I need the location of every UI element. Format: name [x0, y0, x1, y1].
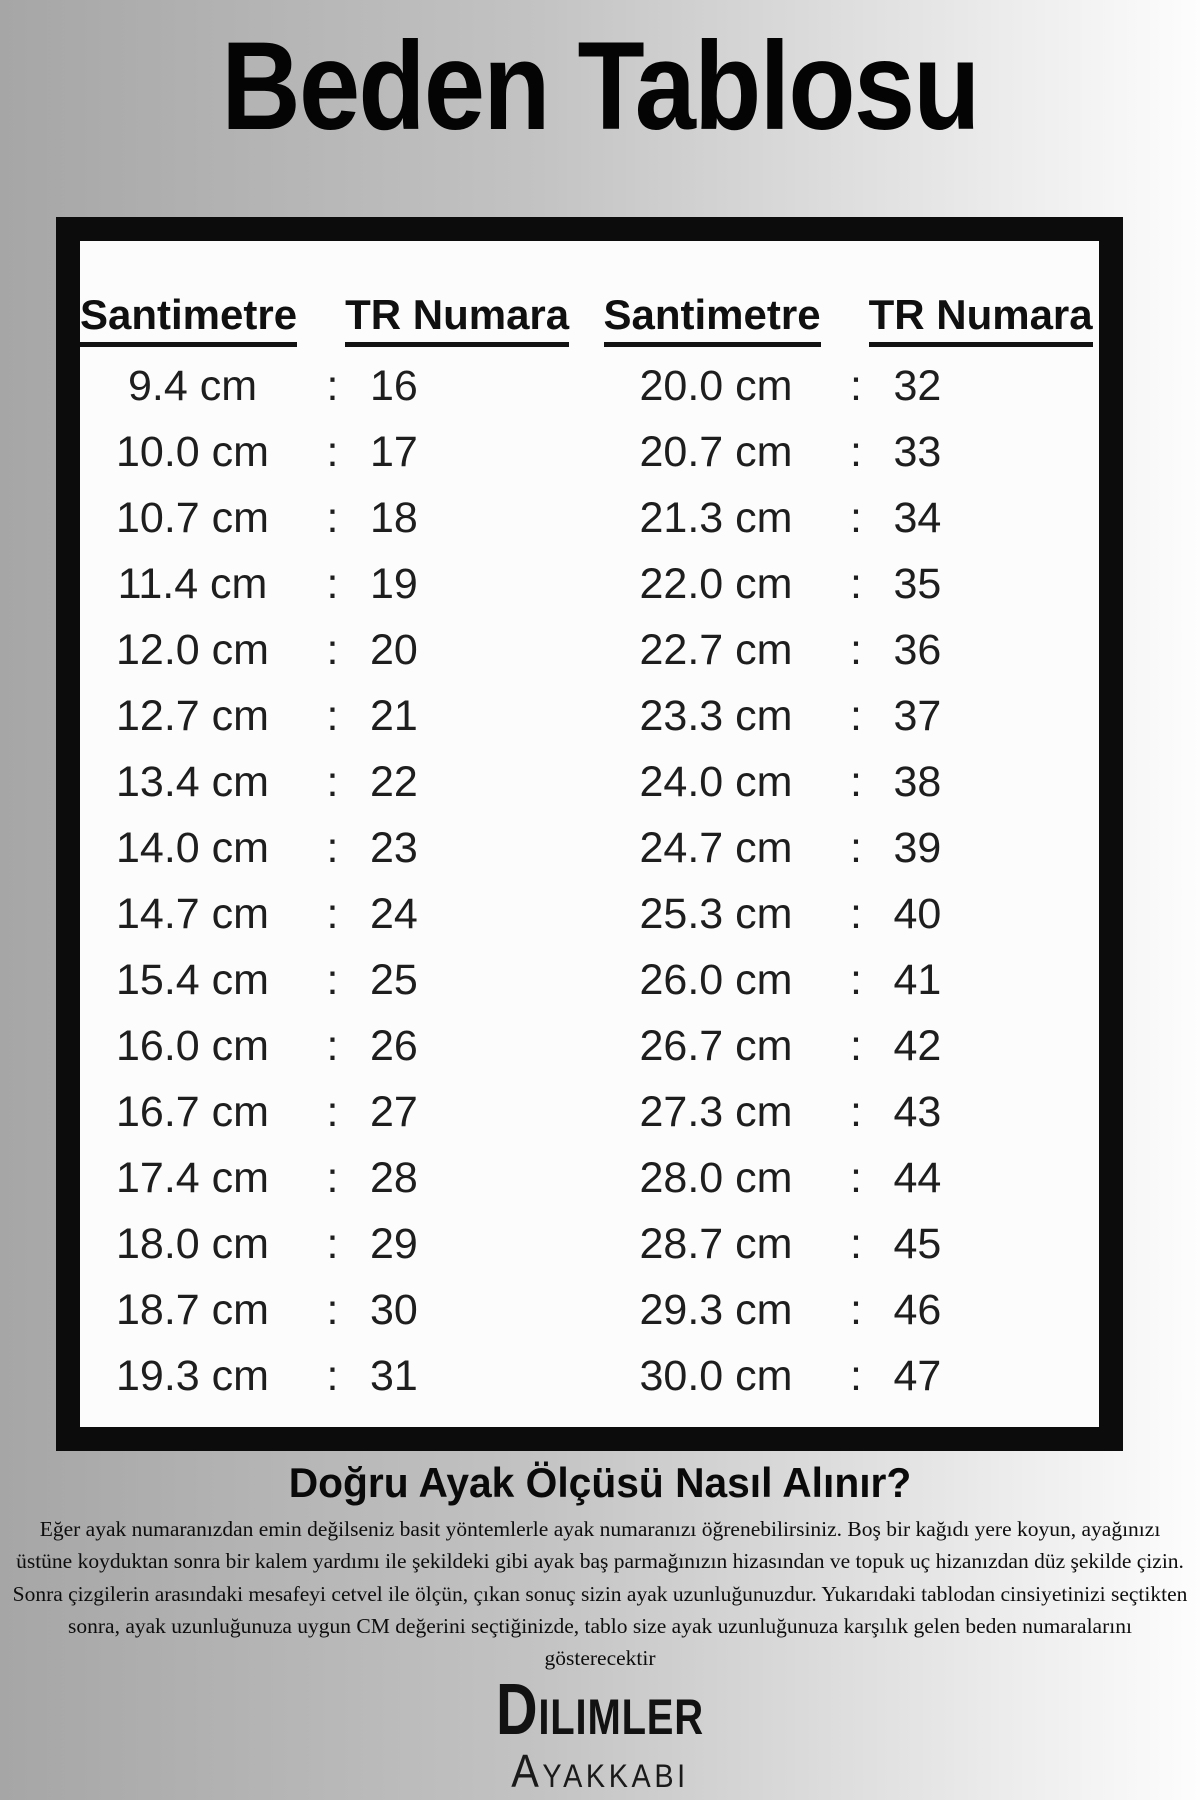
cm-value: 22.7 cm [639, 625, 793, 674]
tr-size-value: 44 [893, 1153, 942, 1202]
cm-value: 11.4 cm [117, 559, 268, 608]
table-row [80, 353, 590, 419]
colon-separator: : [850, 1351, 862, 1400]
cm-value: 21.3 cm [639, 493, 793, 542]
column-header-santimetre: Santimetre [80, 291, 297, 347]
cm-value: 9.4 cm [127, 361, 258, 410]
column-header-santimetre: Santimetre [604, 291, 821, 347]
table-rows-left [80, 353, 590, 1409]
tr-size-value: 30 [370, 1285, 418, 1334]
table-row [604, 1145, 1100, 1211]
cm-value: 12.7 cm [116, 691, 269, 740]
table-header-row [604, 291, 1100, 347]
cm-value: 20.7 cm [639, 427, 793, 476]
tr-size-value: 36 [893, 625, 942, 674]
cm-value: 14.0 cm [116, 823, 269, 872]
cm-value: 28.0 cm [639, 1153, 793, 1202]
column-header-tr-numara: TR Numara [869, 291, 1093, 347]
table-row [80, 551, 590, 617]
colon-separator: : [850, 427, 862, 476]
cm-value: 18.7 cm [116, 1285, 269, 1334]
tr-size-value: 28 [370, 1153, 418, 1202]
colon-separator: : [850, 955, 862, 1004]
cm-value: 10.0 cm [116, 427, 269, 476]
colon-separator: : [326, 1285, 339, 1334]
table-row [80, 1277, 590, 1343]
table-row [604, 1013, 1100, 1079]
column-header-tr-numara: TR Numara [345, 291, 569, 347]
cm-value: 18.0 cm [116, 1219, 269, 1268]
brand-name: Dilimler [495, 1670, 704, 1750]
cm-value: 26.0 cm [639, 955, 793, 1004]
tr-size-value: 41 [893, 955, 942, 1004]
table-row [604, 947, 1100, 1013]
tr-size-value: 16 [370, 361, 418, 410]
colon-separator: : [326, 625, 339, 674]
size-table [56, 217, 1123, 1451]
tr-size-value: 18 [370, 493, 418, 542]
colon-separator: : [326, 955, 339, 1004]
brand-logo [0, 1670, 1200, 1797]
tr-size-value: 22 [370, 757, 418, 806]
table-row [604, 1343, 1100, 1409]
table-row [604, 1079, 1100, 1145]
tr-size-value: 20 [370, 625, 418, 674]
tr-size-value: 26 [370, 1021, 418, 1070]
table-row [80, 1013, 590, 1079]
table-row [604, 485, 1100, 551]
table-row [604, 749, 1100, 815]
colon-separator: : [850, 1219, 862, 1268]
cm-value: 12.0 cm [116, 625, 269, 674]
table-row [604, 617, 1100, 683]
colon-separator: : [850, 559, 862, 608]
cm-value: 24.7 cm [639, 823, 793, 872]
colon-separator: : [326, 1153, 339, 1202]
colon-separator: : [326, 1087, 339, 1136]
table-row [604, 1211, 1100, 1277]
tr-size-value: 34 [893, 493, 942, 542]
table-row [80, 881, 590, 947]
table-row [80, 1211, 590, 1277]
colon-separator: : [326, 889, 339, 938]
colon-separator: : [850, 625, 862, 674]
tr-size-value: 37 [893, 691, 942, 740]
table-row [604, 683, 1100, 749]
table-header-row [80, 291, 590, 347]
table-row [604, 551, 1100, 617]
colon-separator: : [850, 889, 862, 938]
cm-value: 13.4 cm [116, 757, 269, 806]
table-row [80, 947, 590, 1013]
table-row [604, 815, 1100, 881]
cm-value: 24.0 cm [639, 757, 793, 806]
how-to-paragraph: Eğer ayak numaranızdan emin değilseniz basit yöntemlerle ayak numaranızı öğrenebilirsiniz. Boş bir kağıdı yere koyun, ayağınızı üstüne koyduktan sonra bir kalem yardımı ile şekildeki gibi ayak baş parmağınızın hizasından ve topuk uç hizanızdan düz şekilde çizin. Sonra çizgilerin arasındaki mesafeyi cetvel ile ölçün, çıkan sonuç sizin ayak uzunluğunuzdur. Yukarıdaki tablodan cinsiyetinizi seçtikten sonra, ayak uzunluğunuza uygun CM değerini seçtiğinizde, tablo size ayak uzunluğunuza karşılık gelen beden numaralarını gösterecektir [12, 1517, 1188, 1670]
tr-size-value: 38 [893, 757, 942, 806]
tr-size-value: 19 [370, 559, 418, 608]
cm-value: 14.7 cm [116, 889, 269, 938]
cm-value: 10.7 cm [116, 493, 269, 542]
tr-size-value: 21 [370, 691, 418, 740]
cm-value: 16.0 cm [116, 1021, 269, 1070]
tr-size-value: 27 [370, 1087, 418, 1136]
tr-size-value: 25 [370, 955, 418, 1004]
tr-size-value: 29 [370, 1219, 418, 1268]
colon-separator: : [850, 757, 862, 806]
tr-size-value: 47 [893, 1351, 942, 1400]
table-row [80, 617, 590, 683]
table-row [80, 749, 590, 815]
cm-value: 20.0 cm [639, 361, 793, 410]
tr-size-value: 45 [893, 1219, 942, 1268]
cm-value: 27.3 cm [639, 1087, 793, 1136]
tr-size-value: 33 [893, 427, 942, 476]
tr-size-value: 31 [370, 1351, 418, 1400]
tr-size-value: 32 [893, 361, 942, 410]
cm-value: 25.3 cm [639, 889, 793, 938]
colon-separator: : [850, 691, 862, 740]
how-to-heading: Doğru Ayak Ölçüsü Nasıl Alınır? [288, 1459, 912, 1506]
table-row [80, 1079, 590, 1145]
cm-value: 17.4 cm [116, 1153, 269, 1202]
colon-separator: : [326, 1021, 339, 1070]
cm-value: 30.0 cm [639, 1351, 793, 1400]
tr-size-value: 35 [893, 559, 942, 608]
size-table-left-half [80, 291, 590, 1427]
table-row [604, 881, 1100, 947]
colon-separator: : [326, 691, 339, 740]
table-row [80, 485, 590, 551]
colon-separator: : [850, 1087, 862, 1136]
colon-separator: : [850, 1285, 862, 1334]
table-row [80, 1343, 590, 1409]
colon-separator: : [850, 1153, 862, 1202]
colon-separator: : [326, 559, 339, 608]
tr-size-value: 40 [893, 889, 942, 938]
colon-separator: : [850, 361, 862, 410]
colon-separator: : [326, 1351, 339, 1400]
tr-size-value: 24 [370, 889, 418, 938]
colon-separator: : [326, 757, 339, 806]
cm-value: 28.7 cm [639, 1219, 793, 1268]
cm-value: 23.3 cm [639, 691, 793, 740]
table-row [80, 683, 590, 749]
table-row [80, 419, 590, 485]
tr-size-value: 43 [893, 1087, 942, 1136]
size-table-right-half [590, 291, 1100, 1427]
cm-value: 22.0 cm [639, 559, 793, 608]
colon-separator: : [326, 361, 339, 410]
tr-size-value: 46 [893, 1285, 942, 1334]
tr-size-value: 42 [893, 1021, 942, 1070]
table-row [604, 419, 1100, 485]
colon-separator: : [326, 493, 339, 542]
tr-size-value: 17 [370, 427, 418, 476]
table-rows-right [604, 353, 1100, 1409]
colon-separator: : [850, 1021, 862, 1070]
page-title: Beden Tablosu [221, 17, 979, 156]
tr-size-value: 23 [370, 823, 418, 872]
cm-value: 29.3 cm [639, 1285, 793, 1334]
table-row [604, 353, 1100, 419]
cm-value: 15.4 cm [116, 955, 269, 1004]
table-row [80, 815, 590, 881]
cm-value: 26.7 cm [639, 1021, 793, 1070]
colon-separator: : [326, 427, 339, 476]
colon-separator: : [326, 823, 339, 872]
table-row [604, 1277, 1100, 1343]
colon-separator: : [850, 493, 862, 542]
tr-size-value: 39 [893, 823, 942, 872]
table-row [80, 1145, 590, 1211]
cm-value: 19.3 cm [116, 1351, 269, 1400]
brand-subtitle: Ayakkabı [511, 1745, 689, 1797]
colon-separator: : [326, 1219, 339, 1268]
cm-value: 16.7 cm [116, 1087, 269, 1136]
colon-separator: : [850, 823, 862, 872]
